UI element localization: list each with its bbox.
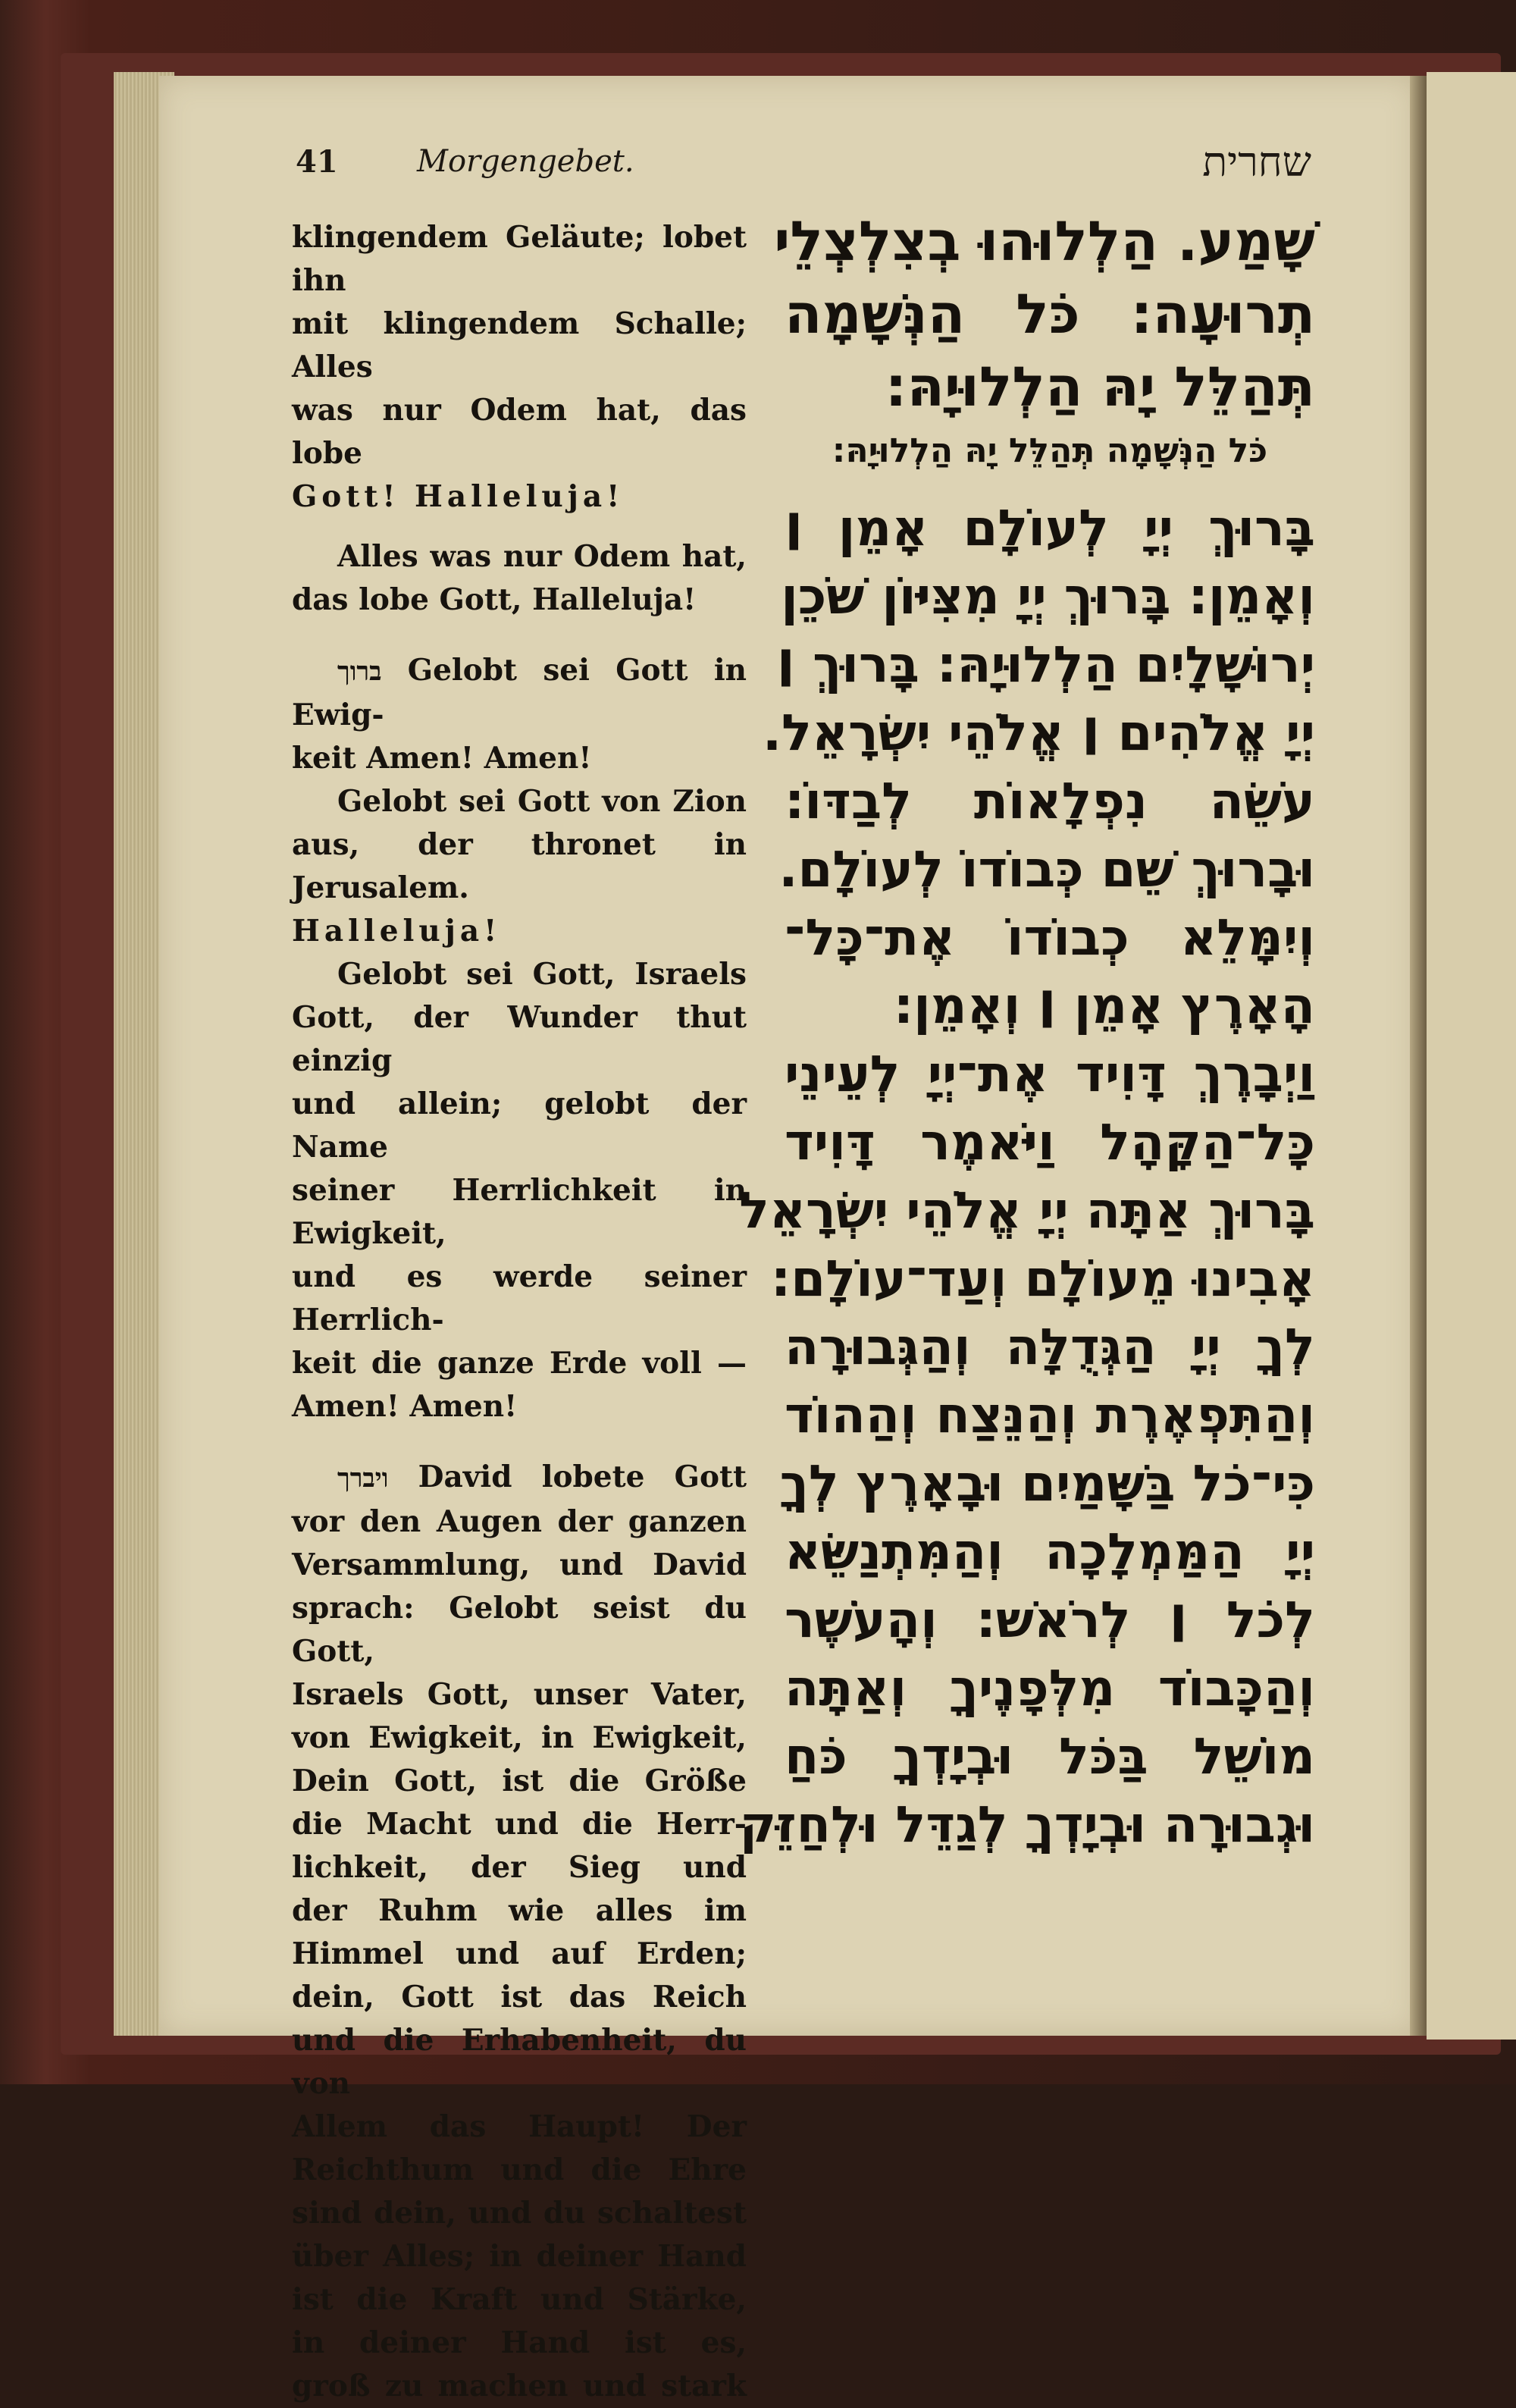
german-line: von Ewigkeit, in Ewigkeit, (292, 1720, 747, 1755)
hebrew-line: תְּהַלֵּל יָהּ הַלְלוּיָהּ: (885, 355, 1315, 419)
german-line: Himmel und auf Erden; (292, 1936, 747, 1971)
german-line: Gott! Halleluja! (292, 479, 625, 514)
german-line: und allein; gelobt der Name (292, 1086, 747, 1165)
german-line: dein, Gott ist das Reich (292, 1980, 747, 2015)
german-line: aus, der thronet in Jerusalem. (292, 827, 747, 905)
german-line: das lobe Gott, Halleluja! (292, 582, 697, 617)
hebrew-line: כָּל־הַקָּהָל וַיֹּאמֶר דָּוִיד (785, 1113, 1315, 1171)
hebrew-line: וַיְבָרֶךְ דָּוִיד אֶת־יְיָ לְעֵינֵי (785, 1045, 1315, 1103)
german-line: Gott, der Wunder thut einzig (292, 1000, 747, 1078)
hebrew-line: עֹשֵׂה נִפְלָאוֹת לְבַדּוֹ: (785, 772, 1315, 830)
page-number: 41 (296, 144, 338, 180)
german-line: in deiner Hand ist es, (292, 2325, 747, 2360)
hebrew-headword: ברוך (337, 657, 382, 687)
hebrew-line: יְרוּשָׁלָיִם הַלְלוּיָהּ: בָּרוּךְ ׀ (776, 635, 1315, 694)
hebrew-line: לְךָ יְיָ הַגְּדֻלָּה וְהַגְּבוּרָה (785, 1318, 1315, 1376)
hebrew-line: וּבָרוּךְ שֵׁם כְּבוֹדוֹ לְעוֹלָם. (778, 840, 1315, 898)
hebrew-line: וְאָמֵן: בָּרוּךְ יְיָ מִצִּיּוֹן שֹׁכֵן (781, 567, 1315, 626)
german-line: sprach: Gelobt seist du Gott, (292, 1591, 747, 1669)
german-line: Halleluja! (292, 914, 502, 948)
hebrew-headword: ויברך (337, 1463, 389, 1494)
german-line: Allem das Haupt! Der (292, 2109, 747, 2144)
hebrew-line: בָּרוּךְ יְיָ לְעוֹלָם אָמֵן ׀ (785, 499, 1315, 557)
german-line: und die Erhabenheit, du von (292, 2023, 747, 2101)
german-line: klingendem Geläute; lobet ihn (292, 220, 747, 298)
german-line: lichkeit, der Sieg und (292, 1850, 747, 1885)
page-gutter (1410, 76, 1427, 2036)
german-line: keit die ganze Erde voll — (292, 1346, 747, 1381)
german-line: Dein Gott, ist die Größe (292, 1764, 747, 1798)
german-line: Alles was nur Odem hat, (337, 539, 747, 574)
german-line: Gelobt sei Gott von Zion (337, 784, 747, 819)
german-line: über Alles; in deiner Hand (292, 2239, 747, 2274)
german-line: Gelobt sei Gott, Israels (337, 957, 747, 992)
german-line: Versammlung, und David (292, 1547, 747, 1582)
page-header (296, 138, 1311, 190)
german-line: vor den Augen der ganzen (292, 1504, 747, 1539)
german-line: Israels Gott, unser Vater, (292, 1677, 747, 1712)
hebrew-line: הָאָרֶץ אָמֵן ׀ וְאָמֵן: (893, 977, 1315, 1035)
hebrew-line: יְיָ אֱלֹהִים ׀ אֱלֹהֵי יִשְׂרָאֵל. (762, 704, 1315, 762)
german-line: groß zu machen und stark (292, 2369, 747, 2403)
hebrew-line: וְהַכָּבוֹד מִלְּפָנֶיךָ וְאַתָּה (785, 1659, 1315, 1717)
hebrew-line: בָּרוּךְ אַתָּה יְיָ אֱלֹהֵי יִשְׂרָאֵל (739, 1181, 1315, 1240)
hebrew-line: מוֹשֵׁל בַּכֹּל וּבְיָדְךָ כֹּחַ (785, 1727, 1315, 1786)
german-line: keit Amen! Amen! (292, 741, 592, 776)
hebrew-small-line: כֹּל הַנְּשָׁמָה תְּהַלֵּל יָהּ הַלְלוּיָהּ: (832, 431, 1268, 470)
hebrew-line: כִּי־כֹל בַּשָּׁמַיִם וּבָאָרֶץ לְךָ (779, 1454, 1315, 1513)
german-column (292, 216, 747, 2408)
hebrew-line: וְיִמָּלֵא כְבוֹדוֹ אֶת־כָּל־ (785, 908, 1315, 967)
german-line: ist die Kraft und Stärke, (292, 2282, 747, 2317)
german-line: sind dein, und du schaltest (292, 2196, 747, 2231)
german-paragraph-start: ברוך Gelobt sei Gott in Ewig- (292, 653, 747, 732)
hebrew-line: לְכֹל ׀ לְרֹאשׁ: וְהָעֹשֶׁר (785, 1591, 1315, 1649)
running-title-german: Morgengebet. (417, 144, 634, 179)
hebrew-line: אָבִינוּ מֵעוֹלָם וְעַד־עוֹלָם: (770, 1249, 1315, 1308)
german-line: mit klingendem Schalle; Alles (292, 306, 747, 384)
hebrew-line: וּגְבוּרָה וּבְיָדְךָ לְגַדֵּל וּלְחַזֵּק (739, 1795, 1315, 1854)
german-line: Amen! Amen! (292, 1389, 518, 1424)
german-line: seiner Herrlichkeit in Ewigkeit, (292, 1173, 747, 1251)
facing-page-edge (1427, 72, 1516, 2040)
hebrew-line: שָׁמַע. הַלְלוּהוּ בְצִלְצְלֵי (774, 209, 1315, 273)
german-line: was nur Odem hat, das lobe (292, 393, 747, 471)
german-line: und es werde seiner Herrlich- (292, 1259, 747, 1337)
german-line: Reichthum und die Ehre (292, 2152, 747, 2187)
running-title-hebrew: שחרית (1202, 138, 1311, 186)
hebrew-column (739, 205, 1315, 1859)
german-line: der Ruhm wie alles im (292, 1893, 747, 1928)
german-paragraph-start: ויברך David lobete Gott (337, 1460, 747, 1494)
german-line: die Macht und die Herr- (292, 1807, 747, 1842)
hebrew-line: וְהַתִּפְאֶרֶת וְהַנֵּצַח וְהַהוֹד (785, 1386, 1315, 1444)
hebrew-line: יְיָ הַמַּמְלָכָה וְהַמִּתְנַשֵּׂא (785, 1522, 1315, 1581)
hebrew-line: תְרוּעָה: כֹּל הַנְּשָׁמָה (785, 282, 1315, 346)
